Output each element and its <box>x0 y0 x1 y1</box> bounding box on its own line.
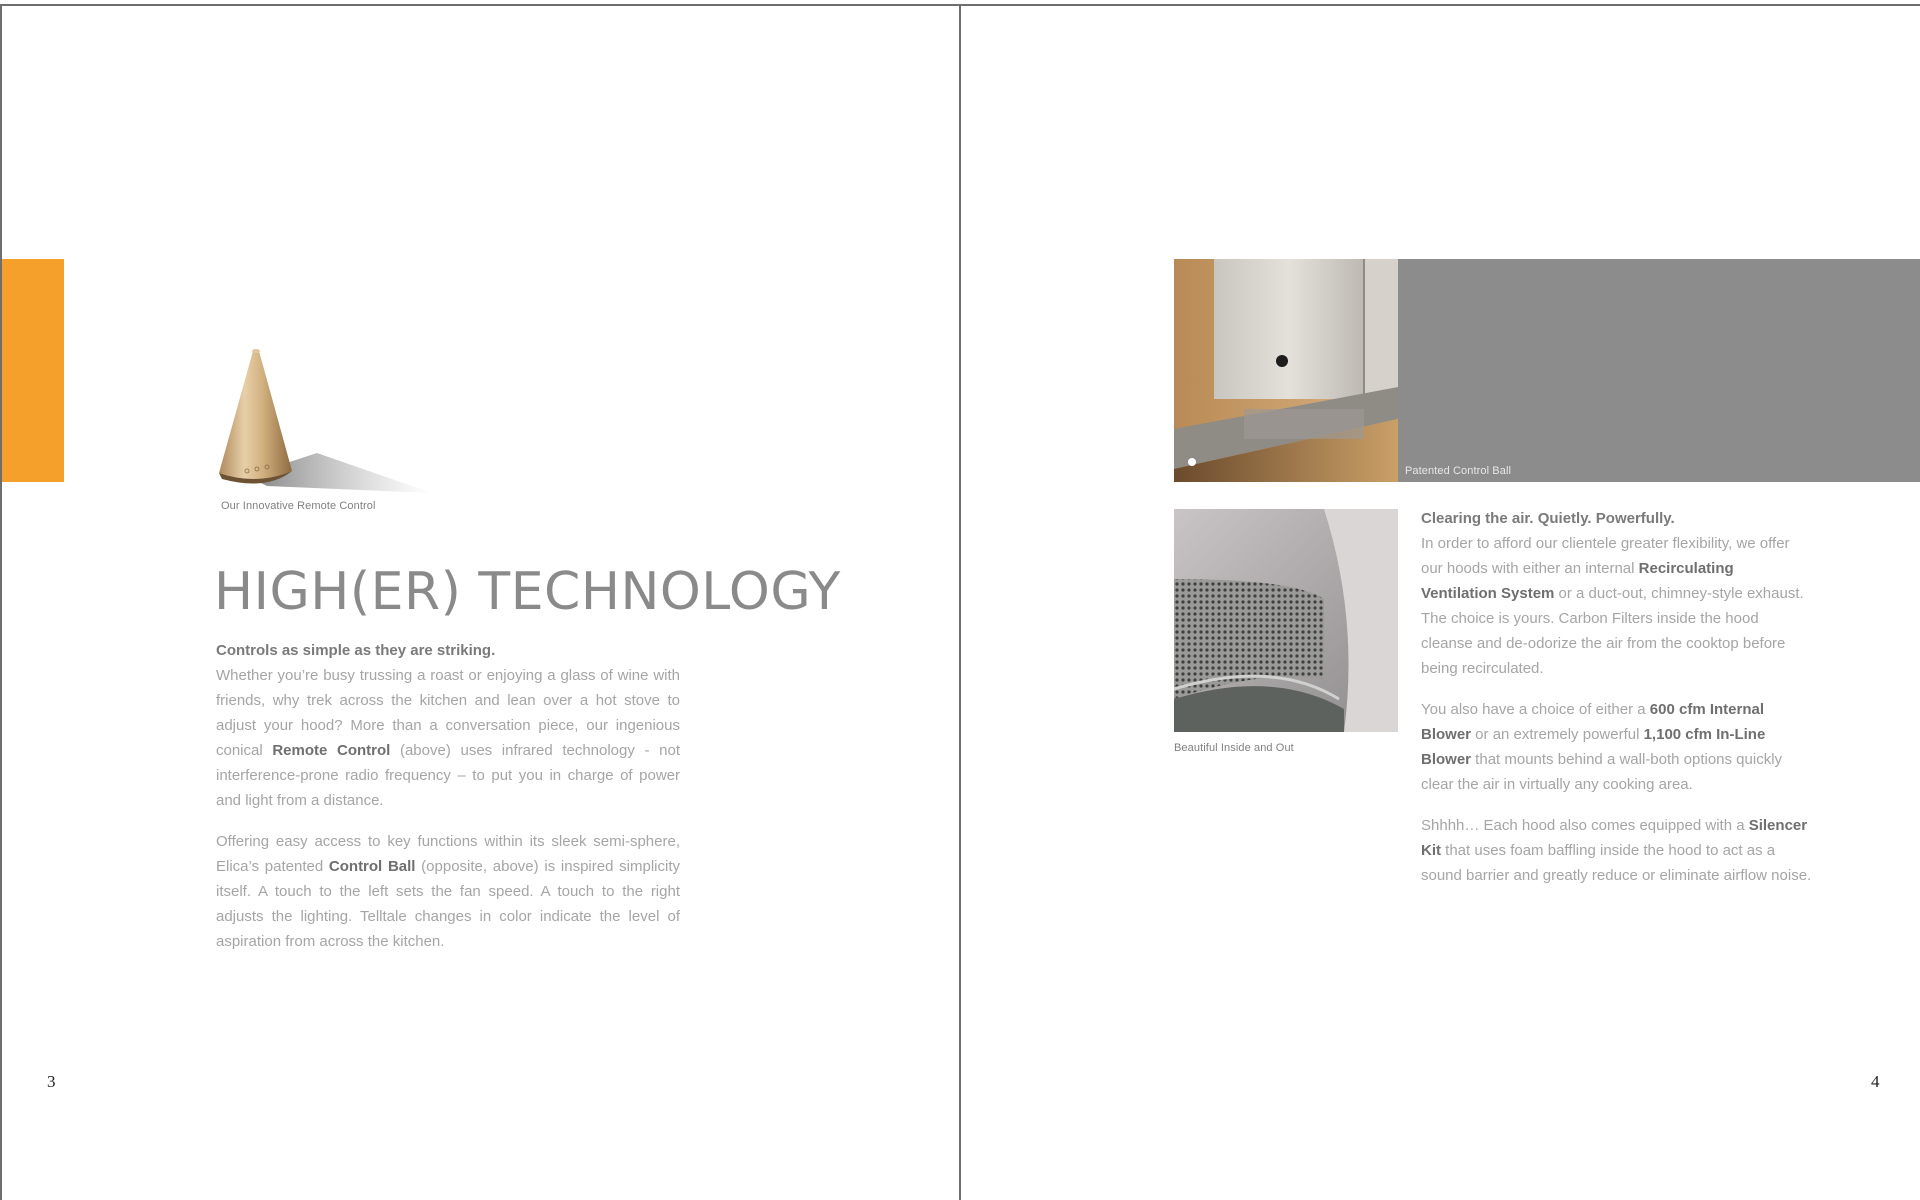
remote-control-caption: Our Innovative Remote Control <box>221 500 376 512</box>
hood-detail-caption: Beautiful Inside and Out <box>1174 742 1294 754</box>
orange-accent-bar <box>2 259 64 482</box>
right-paragraph-3: Shhhh… Each hood also comes equipped with a Silencer Kit that uses foam baffling inside the hood to act as a sound barrier and greatly reduce or eliminate airflow noise. <box>1421 817 1812 884</box>
control-ball-caption: Patented Control Ball <box>1405 465 1512 477</box>
page-number-left: 3 <box>47 1072 56 1091</box>
control-ball-photo <box>1174 259 1398 482</box>
right-body-text <box>1421 506 1813 904</box>
hood-detail-photo <box>1174 509 1398 732</box>
left-paragraph-2: Offering easy access to key functions within its sleek semi-sphere, Elica’s patented Control Ball (opposite, above) is inspired simplicity itself. A touch to the left sets the fan speed. A touch to the right adjusts the lighting. Telltale changes in color indicate the level of aspiration from across the kitchen. <box>216 833 680 950</box>
left-page <box>0 4 959 1200</box>
right-lead: Clearing the air. Quietly. Powerfully. <box>1421 510 1675 527</box>
right-paragraph-2: You also have a choice of either a 600 cfm Internal Blower or an extremely powerful 1,100 cfm In-Line Blower that mounts behind a wall-both options quickly clear the air in virtually any cooking area. <box>1421 701 1783 793</box>
remote-control-image <box>207 341 437 501</box>
left-body-text <box>216 638 680 970</box>
left-lead: Controls as simple as they are striking. <box>216 642 496 659</box>
right-page <box>959 4 1920 1200</box>
page-number-right: 4 <box>1871 1072 1880 1091</box>
left-paragraph-1: Whether you’re busy trussing a roast or enjoying a glass of wine with friends, why trek across the kitchen and lean over a hot stove to adjust your hood? More than a conversation piece, our ingenious conical Remote Control (above) uses infrared technology - not interference-prone radio frequency – to put you in charge of power and light from a distance. <box>216 667 681 809</box>
page-heading: HIGH(ER) TECHNOLOGY <box>214 562 841 622</box>
control-ball-panel <box>1174 259 1920 482</box>
right-paragraph-1: In order to afford our clientele greater flexibility, we offer our hoods with either an internal Recirculating Ventilation System or a duct-out, chimney-style exhaust. The choice is yours. Carbon Filters inside the hood cleanse and de-odorize the air from the cooktop before being recirculated. <box>1421 535 1804 677</box>
